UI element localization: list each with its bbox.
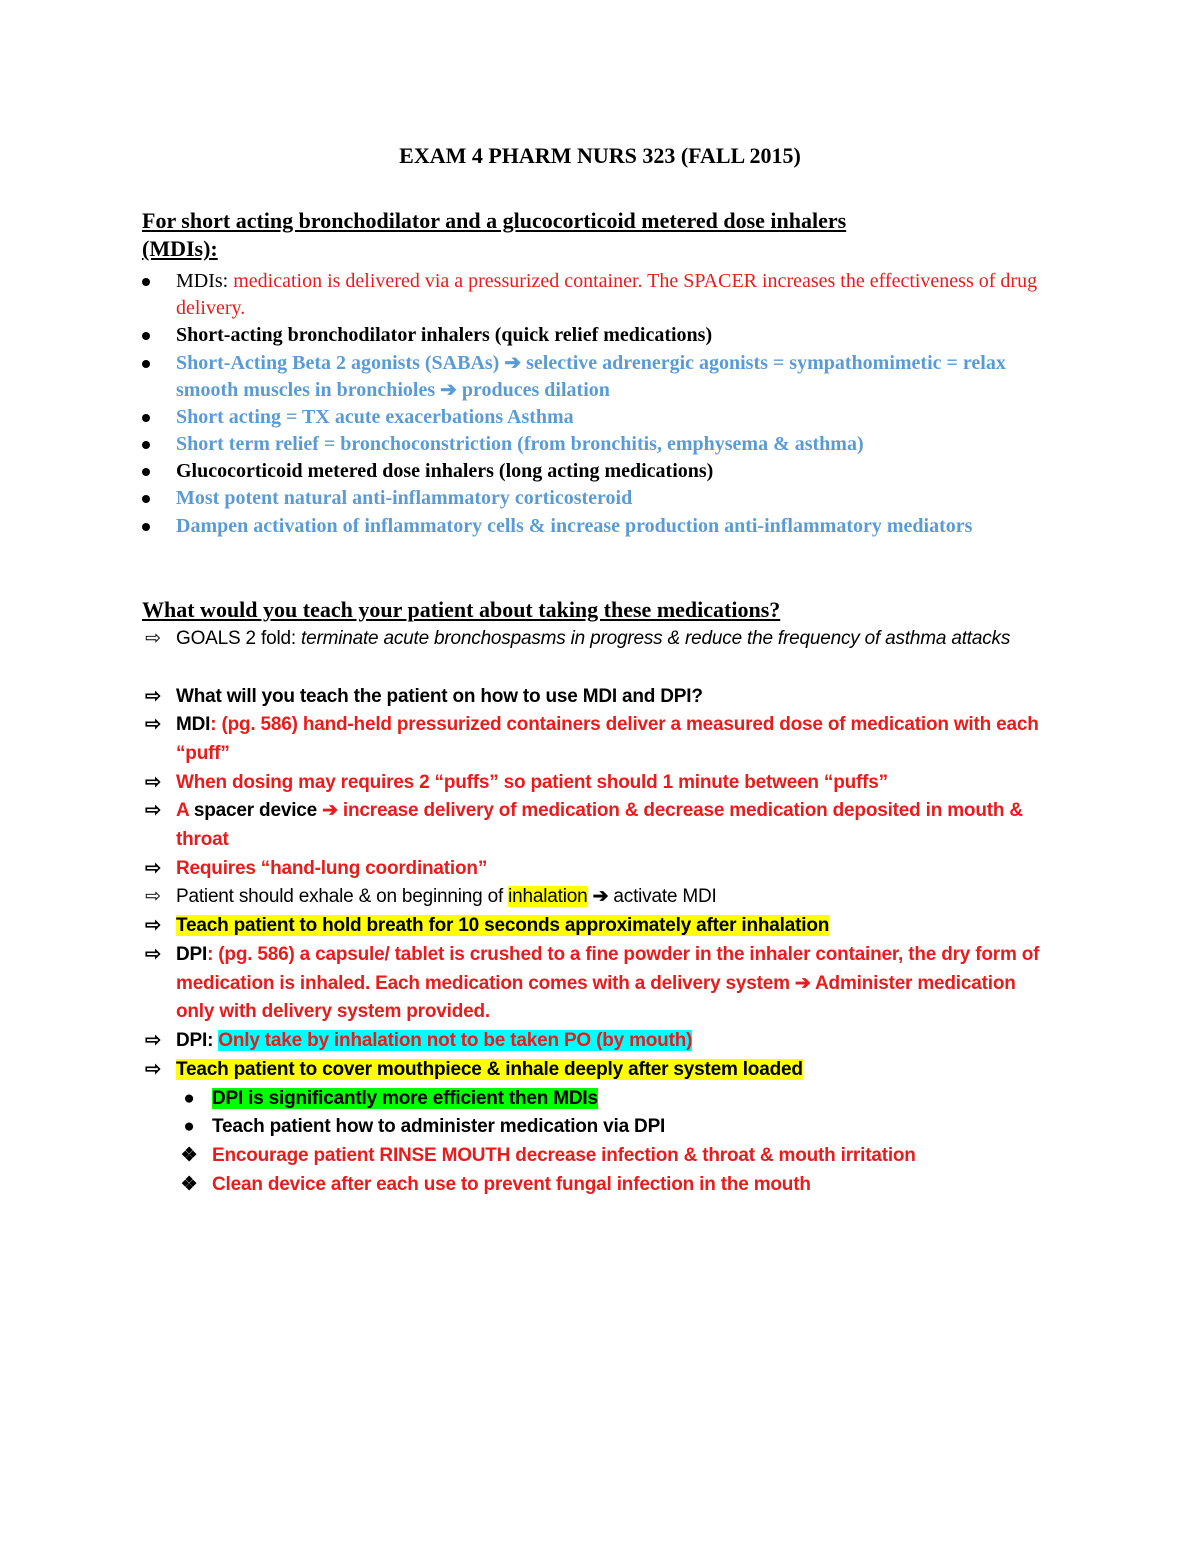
highlighted-text: DPI is significantly more efficient then MDIs <box>212 1088 598 1109</box>
arrow-bullet-icon: ⇨ <box>145 858 161 879</box>
section1-heading-line1: For short acting bronchodilator and a glucocorticoid metered dose inhalers <box>142 208 847 233</box>
item-label: GOALS 2 fold: <box>176 628 296 649</box>
sub-list-item <box>180 1171 1052 1200</box>
arrow-right-icon: ➔ <box>587 886 609 907</box>
list-item <box>145 912 1056 941</box>
diamond-bullet-icon: ❖ <box>180 1174 198 1195</box>
list-item <box>145 1027 1056 1056</box>
section1-heading-line2: (MDIs): <box>142 236 218 261</box>
list-item <box>145 683 1056 712</box>
list-item <box>176 350 1056 404</box>
highlighted-text: Teach patient to hold breath for 10 seconds approximately after inhalation <box>176 915 830 936</box>
highlighted-text: Teach patient to cover mouthpiece & inhale deeply after system loaded <box>176 1059 803 1080</box>
item-text: : (pg. 586) a capsule/ tablet is crushed to a fine powder in the inhaler container, the dry form of medication is inhaled. Each medication comes with a delivery system <box>176 944 1040 994</box>
section1-heading <box>142 207 1042 263</box>
arrow-right-icon: ➔ <box>794 972 811 994</box>
item-text: selective adrenergic agonists = sympathomimetic = relax smooth muscles in bronchioles <box>176 352 1006 401</box>
bullet-dot-icon <box>142 441 150 449</box>
list-item <box>145 625 1056 654</box>
bullet-dot-icon <box>142 360 150 368</box>
item-text: increase delivery of medication & decrease medication deposited in mouth & throat <box>176 800 1023 850</box>
item-label: DPI <box>176 1030 208 1051</box>
arrow-bullet-icon: ⇨ <box>145 686 161 707</box>
arrow-bullet-icon: ⇨ <box>145 1030 161 1051</box>
item-text: Dampen activation of inflammatory cells & increase production anti-inflammatory mediators <box>176 515 973 537</box>
item-text: Encourage patient RINSE MOUTH decrease infection & throat & mouth irritation <box>212 1145 916 1166</box>
arrow-right-icon: ➔ <box>440 379 457 401</box>
item-text: Short-acting bronchodilator inhalers (quick relief medications) <box>176 324 713 346</box>
list-item <box>176 322 1056 349</box>
list-item <box>145 1056 1056 1085</box>
list-item <box>145 855 1056 884</box>
item-text: terminate acute bronchospasms in progress & reduce the frequency of asthma attacks <box>295 628 1011 649</box>
arrow-right-icon: ➔ <box>504 352 522 374</box>
item-text: Patient should exhale & on beginning of <box>176 886 509 907</box>
highlighted-text: Only take by inhalation not to be taken PO (by mouth) <box>218 1030 693 1051</box>
item-text: Most potent natural anti-inflammatory corticosteroid <box>176 487 633 509</box>
arrow-bullet-icon: ⇨ <box>145 944 161 965</box>
arrow-bullet-icon: ⇨ <box>145 886 161 907</box>
bullet-dot-icon: ● <box>183 1116 195 1137</box>
list-item <box>176 513 1056 540</box>
arrow-bullet-icon: ⇨ <box>145 714 161 735</box>
item-text: When dosing may requires 2 “puffs” so patient should 1 minute between “puffs” <box>176 772 888 793</box>
bullet-dot-icon <box>142 332 150 340</box>
item-text: Teach patient how to administer medication via DPI <box>212 1116 666 1137</box>
sub-list-item <box>180 1142 1052 1171</box>
list-item <box>145 883 1056 912</box>
section2-heading: What would you teach your patient about taking these medications? <box>142 597 781 622</box>
item-text: medication is delivered via a pressurized container. The SPACER increases the effectiveness of drug delivery. <box>176 270 1038 319</box>
item-label: MDIs: <box>176 270 229 292</box>
item-text: Short term relief = bronchoconstriction (from bronchitis, emphysema & asthma) <box>176 433 864 455</box>
bullet-dot-icon <box>142 523 150 531</box>
document-title: EXAM 4 PHARM NURS 323 (FALL 2015) <box>399 143 801 168</box>
bullet-dot-icon: ● <box>183 1088 195 1109</box>
item-text: Short-Acting Beta 2 agonists (SABAs) <box>176 352 505 374</box>
bullet-dot-icon <box>142 414 150 422</box>
arrow-right-icon: ➔ <box>317 800 338 821</box>
item-text: Clean device after each use to prevent fungal infection in the mouth <box>212 1174 811 1195</box>
bullet-dot-icon <box>142 495 150 503</box>
arrow-bullet-icon: ⇨ <box>145 772 161 793</box>
list-item <box>176 485 1056 512</box>
bullet-dot-icon <box>142 468 150 476</box>
list-item <box>145 769 1056 798</box>
item-text: A <box>176 800 194 821</box>
item-text: Requires “hand-lung coordination” <box>176 858 488 879</box>
highlighted-text: inhalation <box>508 886 588 907</box>
item-separator: : <box>207 1030 219 1051</box>
list-item <box>176 458 1056 485</box>
list-item <box>176 431 1056 458</box>
item-text: activate MDI <box>608 886 717 907</box>
list-item <box>145 797 1056 854</box>
arrow-bullet-icon: ⇨ <box>145 800 161 821</box>
list-item <box>145 941 1056 1027</box>
item-text: Administer medication only with delivery system provided. <box>176 972 1016 1022</box>
item-text: : (pg. 586) hand-held pressurized containers deliver a measured dose of medication with each “puff” <box>176 714 1039 764</box>
sub-list-item <box>183 1113 1052 1142</box>
list-item <box>176 404 1056 431</box>
item-label: MDI <box>176 714 211 735</box>
item-label: DPI <box>176 944 208 965</box>
list-item <box>145 711 1056 768</box>
sub-list-item <box>183 1085 1052 1114</box>
item-bold-text: spacer device <box>193 800 318 821</box>
list-item <box>176 268 1056 322</box>
arrow-bullet-icon: ⇨ <box>145 1059 161 1080</box>
arrow-bullet-icon: ⇨ <box>145 628 161 649</box>
item-text: What will you teach the patient on how to use MDI and DPI? <box>176 686 703 707</box>
diamond-bullet-icon: ❖ <box>180 1145 198 1166</box>
arrow-bullet-icon: ⇨ <box>145 915 161 936</box>
item-text: Short acting = TX acute exacerbations Asthma <box>176 406 574 428</box>
item-text: produces dilation <box>456 379 610 401</box>
item-text: Glucocorticoid metered dose inhalers (long acting medications) <box>176 460 714 482</box>
bullet-dot-icon <box>142 278 150 286</box>
